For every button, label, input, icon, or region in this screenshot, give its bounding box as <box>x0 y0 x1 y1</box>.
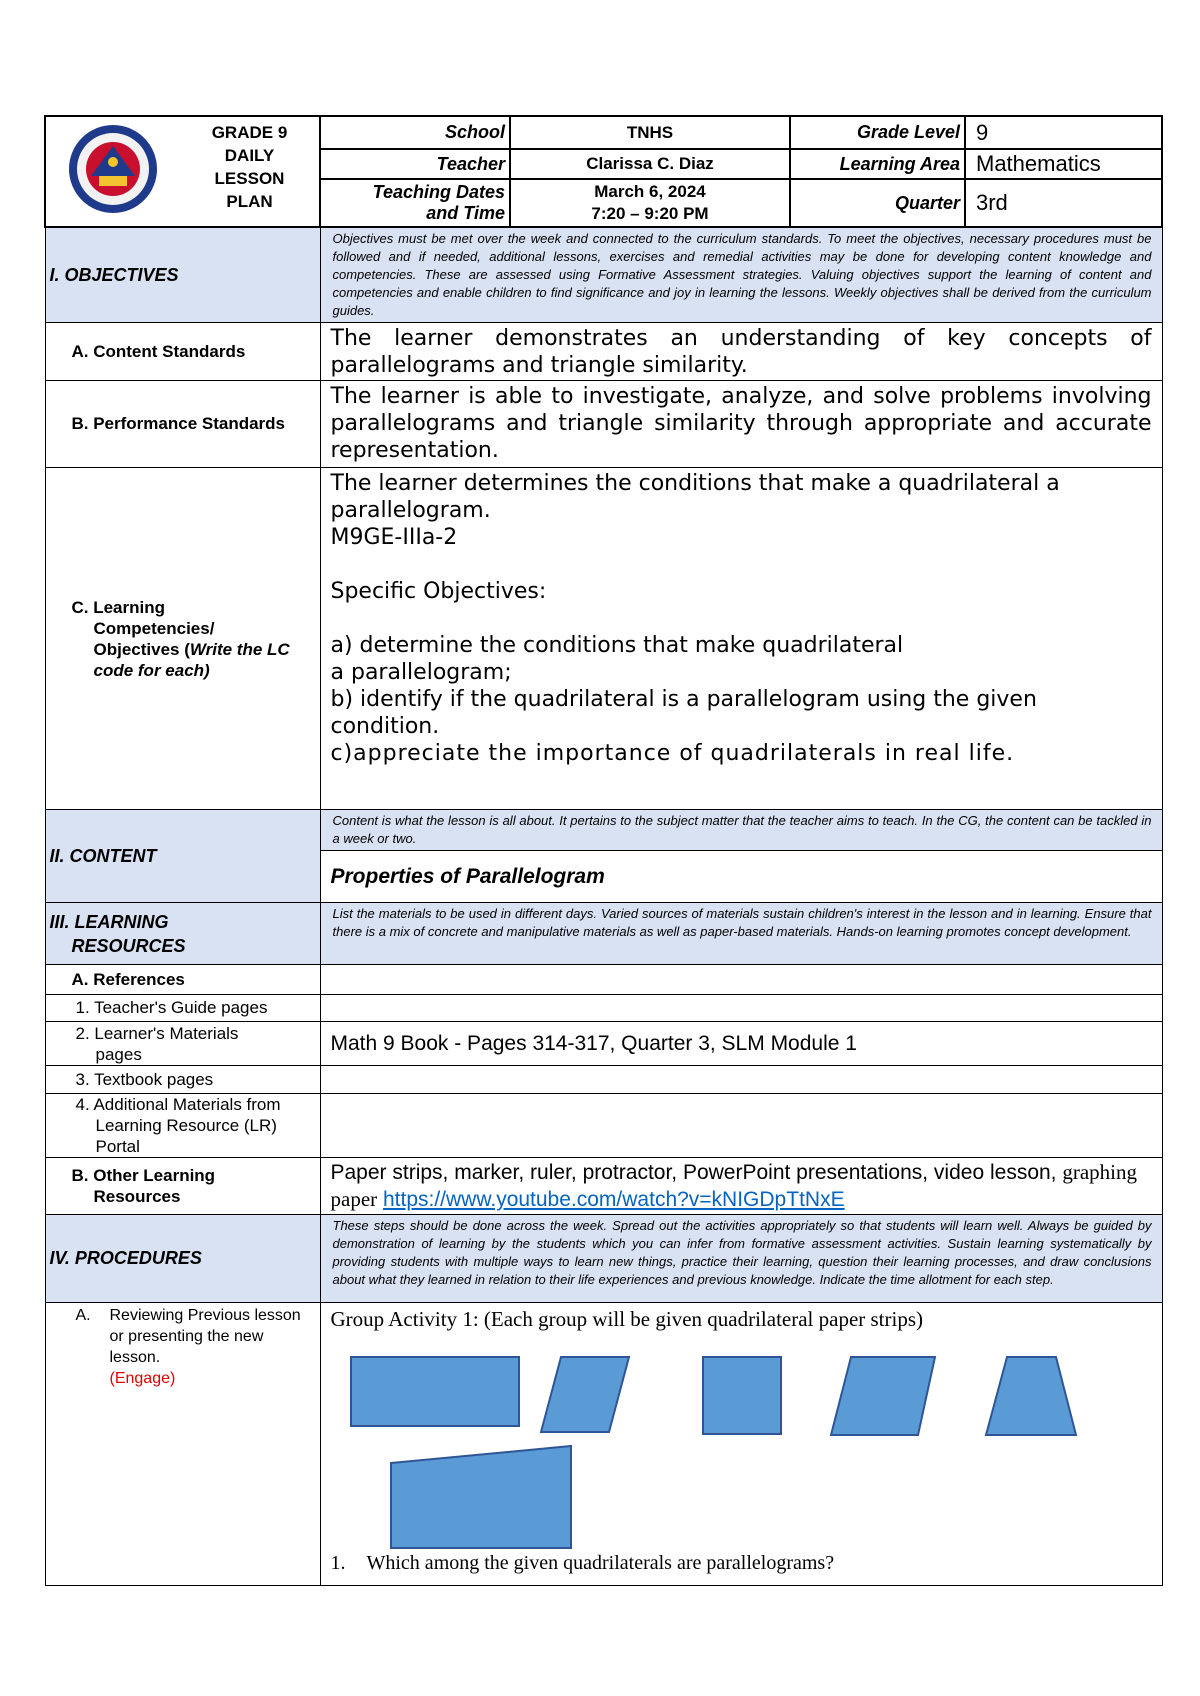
school-value: TNHS <box>510 116 790 149</box>
teaching-dates-label: Teaching Dates and Time <box>320 179 510 227</box>
references-value <box>320 965 1162 995</box>
title-line: LESSON <box>214 169 285 188</box>
quadrilateral-shapes <box>321 1332 1151 1552</box>
grade-level-label: Grade Level <box>790 116 965 149</box>
content-label: II. CONTENT <box>45 810 320 903</box>
learning-area-value: Mathematics <box>965 149 1162 179</box>
plan-title <box>180 116 320 227</box>
lc-intro: The learner determines the conditions that make a quadrilateral a parallelogram. <box>330 471 1060 523</box>
lesson-plan <box>44 115 1161 1586</box>
deped-seal-icon <box>59 122 167 216</box>
teaching-dates-value <box>510 179 790 227</box>
specific-objectives-label: Specific Objectives: <box>330 579 547 604</box>
video-link[interactable]: https://www.youtube.com/watch?v=kNIGDpTtNxE <box>382 1188 845 1211</box>
learning-competencies-text <box>320 468 1162 810</box>
title-line: PLAN <box>226 192 273 211</box>
content-note: Content is what the lesson is all about. It pertains to the subject matter that the teacher aims to teach. In the CG, the content can be tackled in a week or two. <box>320 810 1162 851</box>
learners-materials-value: Math 9 Book - Pages 314-317, Quarter 3, SLM Module 1 <box>320 1022 1162 1066</box>
content-standards-label: A. Content Standards <box>45 323 320 381</box>
shape-quadrilateral <box>391 1446 571 1548</box>
shape-rhombus <box>831 1357 935 1435</box>
teacher-label: Teacher <box>320 149 510 179</box>
objective-b: b) identify if the quadrilateral is a parallelogram using the given condition. <box>330 687 1037 739</box>
title-line: GRADE 9 <box>211 123 288 142</box>
procedures-label: IV. PROCEDURES <box>45 1215 320 1303</box>
objective-a-cont: a parallelogram; <box>330 660 512 685</box>
title-line: DAILY <box>224 146 275 165</box>
objectives-note: Objectives must be met over the week and connected to the curriculum standards. To meet the objectives, necessary procedures must be followed and if needed, additional lessons, exercises and remedial activities may be done for developing content knowledge and competencies. These are assessed using Formative Assessment strategies. Valuing objectives support the learning of content and competencies and enable children to find significance and joy in learning the lessons. Weekly objectives shall be derived from the curriculum guides. <box>320 227 1162 323</box>
shape-parallelogram <box>541 1357 629 1432</box>
question-1: 1. Which among the given quadrilaterals are parallelograms? <box>330 1552 835 1574</box>
learners-materials-label: 2. Learner's Materials pages <box>45 1022 320 1066</box>
objectives-label: I. OBJECTIVES <box>45 227 320 323</box>
shape-rectangle <box>351 1357 519 1426</box>
content-standards-text: The learner demonstrates an understanding of key concepts of parallelograms and triangle similarity. <box>320 323 1162 381</box>
learning-resources-note: List the materials to be used in different days. Varied sources of materials sustain children's interest in the lesson and in learning. Ensure that there is a mix of concrete and manipulative materials as well as paper-based materials. Hands-on learning promotes concept development. <box>320 903 1162 965</box>
grade-level-value: 9 <box>965 116 1162 149</box>
shape-square <box>703 1357 781 1434</box>
performance-standards-text: The learner is able to investigate, analyze, and solve problems involving parallelograms and triangle similarity through appropriate and accurate representation. <box>320 381 1162 468</box>
teacher-value: Clarissa C. Diaz <box>510 149 790 179</box>
additional-materials-value <box>320 1094 1162 1158</box>
activity-title: Group Activity 1: (Each group will be given quadrilateral paper strips) <box>330 1307 924 1331</box>
school-label: School <box>320 116 510 149</box>
deped-logo-cell <box>45 116 180 227</box>
quarter-value: 3rd <box>965 179 1162 227</box>
objective-a: a) determine the conditions that make quadrilateral <box>330 633 904 658</box>
learning-area-label: Learning Area <box>790 149 965 179</box>
lc-code: M9GE-IIIa-2 <box>330 525 458 550</box>
shape-trapezoid <box>986 1357 1076 1435</box>
procedure-a-content <box>320 1303 1162 1586</box>
learning-resources-label: III. LEARNING RESOURCES <box>45 903 320 965</box>
references-label: A. References <box>45 965 320 995</box>
content-topic: Properties of Parallelogram <box>320 851 1162 903</box>
quarter-label: Quarter <box>790 179 965 227</box>
textbook-pages-value <box>320 1066 1162 1094</box>
additional-materials-label: 4. Additional Materials from Learning Resource (LR) Portal <box>45 1094 320 1158</box>
procedure-a-label: A. Reviewing Previous lesson or presenting the new lesson. (Engage) <box>45 1303 320 1586</box>
teachers-guide-label: 1. Teacher's Guide pages <box>45 995 320 1022</box>
date-value: March 6, 2024 <box>594 182 706 201</box>
objective-c: c)appreciate the importance of quadrilaterals in real life. <box>330 741 1015 766</box>
time-value: 7:20 – 9:20 PM <box>591 204 709 223</box>
performance-standards-label: B. Performance Standards <box>45 381 320 468</box>
other-resources-value: Paper strips, marker, ruler, protractor, PowerPoint presentations, video lesson, graphing paper https://www.youtube.com/watch?v=kNIGDpTtNxE <box>320 1158 1162 1215</box>
learning-competencies-label: C. Learning Competencies/ Objectives (Write the LC code for each) <box>45 468 320 810</box>
textbook-pages-label: 3. Textbook pages <box>45 1066 320 1094</box>
engage-tag: (Engage) <box>109 1370 176 1387</box>
other-resources-label: B. Other Learning Resources <box>45 1158 320 1215</box>
teachers-guide-value <box>320 995 1162 1022</box>
procedures-note: These steps should be done across the week. Spread out the activities appropriately so that students will learn well. Always be guided by demonstration of learning by the students which you can infer from formative assessment activities. Sustain learning systematically by providing students with multiple ways to learn new things, practice their learning, question their learning processes, and draw conclusions about what they learned in relation to their life experiences and previous knowledge. Indicate the time allotment for each step. <box>320 1215 1162 1303</box>
lesson-plan-table <box>44 115 1163 1586</box>
